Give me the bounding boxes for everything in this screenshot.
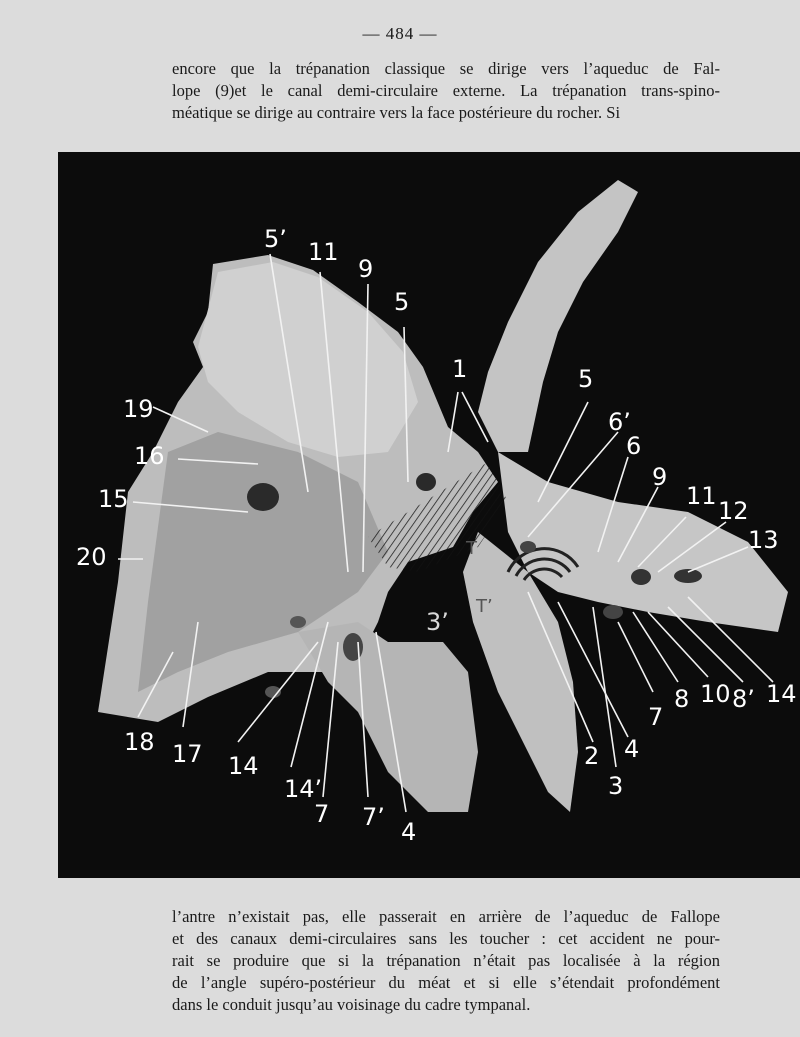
figure-label-10: 10 [700, 680, 731, 708]
figure-label-3: 3 [608, 772, 624, 800]
figure-label-16: 16 [134, 442, 165, 470]
figure-label-6: 6 [626, 432, 642, 460]
figure-label-8-prime: 8’ [732, 685, 755, 713]
text-line: encore que la trépanation classique se dirige vers l’aqueduc de Fal- [172, 59, 720, 78]
bottom-paragraph [172, 906, 720, 1016]
figure-label-7: 7 [314, 800, 330, 828]
figure-label-11: 11 [686, 482, 717, 510]
figure-label-13: 13 [748, 526, 779, 554]
figure-label-4: 4 [401, 818, 417, 846]
figure-label-20: 20 [76, 543, 107, 571]
cavity [343, 633, 363, 661]
figure-label-7: 7 [648, 703, 664, 731]
text-line: méatique se dirige au contraire vers la face postérieure du rocher. Si [172, 103, 621, 122]
cavity [603, 605, 623, 619]
figure-label-14-prime: 14’ [284, 775, 323, 803]
figure-label-14: 14 [228, 752, 259, 780]
figure-label-14: 14 [766, 680, 797, 708]
figure-label-12: 12 [718, 497, 749, 525]
page-number: — 484 — [362, 24, 438, 43]
text-line: rait se produire que si la trépanation n’était pas localisée à la région [172, 951, 720, 970]
cavity [247, 483, 279, 511]
figure-label-T-prime: T’ [476, 596, 493, 617]
text-line: de l’angle supéro-postérieur du méat et si elle s’étendait profondément [172, 973, 720, 992]
text-line: lope (9)et le canal demi-circulaire externe. La trépanation trans-spino- [172, 81, 720, 100]
anatomical-figure [58, 152, 800, 878]
figure-label-5: 5 [394, 288, 410, 316]
figure-label-18: 18 [124, 728, 155, 756]
text-line: l’antre n’existait pas, elle passerait en arrière de l’aqueduc de Fallope [172, 907, 720, 926]
figure-label-5: 5 [578, 365, 594, 393]
cavity [674, 569, 702, 583]
cavity [520, 541, 536, 553]
figure-label-2: 2 [584, 742, 600, 770]
figure-label-1: 1 [452, 355, 468, 383]
figure-label-7-prime: 7’ [362, 803, 385, 831]
figure-label-11: 11 [308, 238, 339, 266]
figure-label-9: 9 [358, 255, 374, 283]
text-line: dans le conduit jusqu’au voisinage du cadre tympanal. [172, 995, 531, 1014]
figure-label-17: 17 [172, 740, 203, 768]
cavity [631, 569, 651, 585]
figure-label-6-prime: 6’ [608, 408, 631, 436]
figure-label-8: 8 [674, 685, 690, 713]
temporal-bone-section-drawing [58, 152, 800, 878]
figure-label-15: 15 [98, 485, 129, 513]
figure-label-4: 4 [624, 735, 640, 763]
top-paragraph [172, 58, 720, 124]
cavity [416, 473, 436, 491]
figure-label-3-prime: 3’ [426, 608, 449, 636]
figure-label-T: T [466, 538, 477, 559]
figure-label-19: 19 [123, 395, 154, 423]
figure-label-9: 9 [652, 463, 668, 491]
text-line: et des canaux demi-circulaires sans les toucher : cet accident ne pour- [172, 929, 720, 948]
cavity [290, 616, 306, 628]
figure-label-5-prime: 5’ [264, 225, 287, 253]
